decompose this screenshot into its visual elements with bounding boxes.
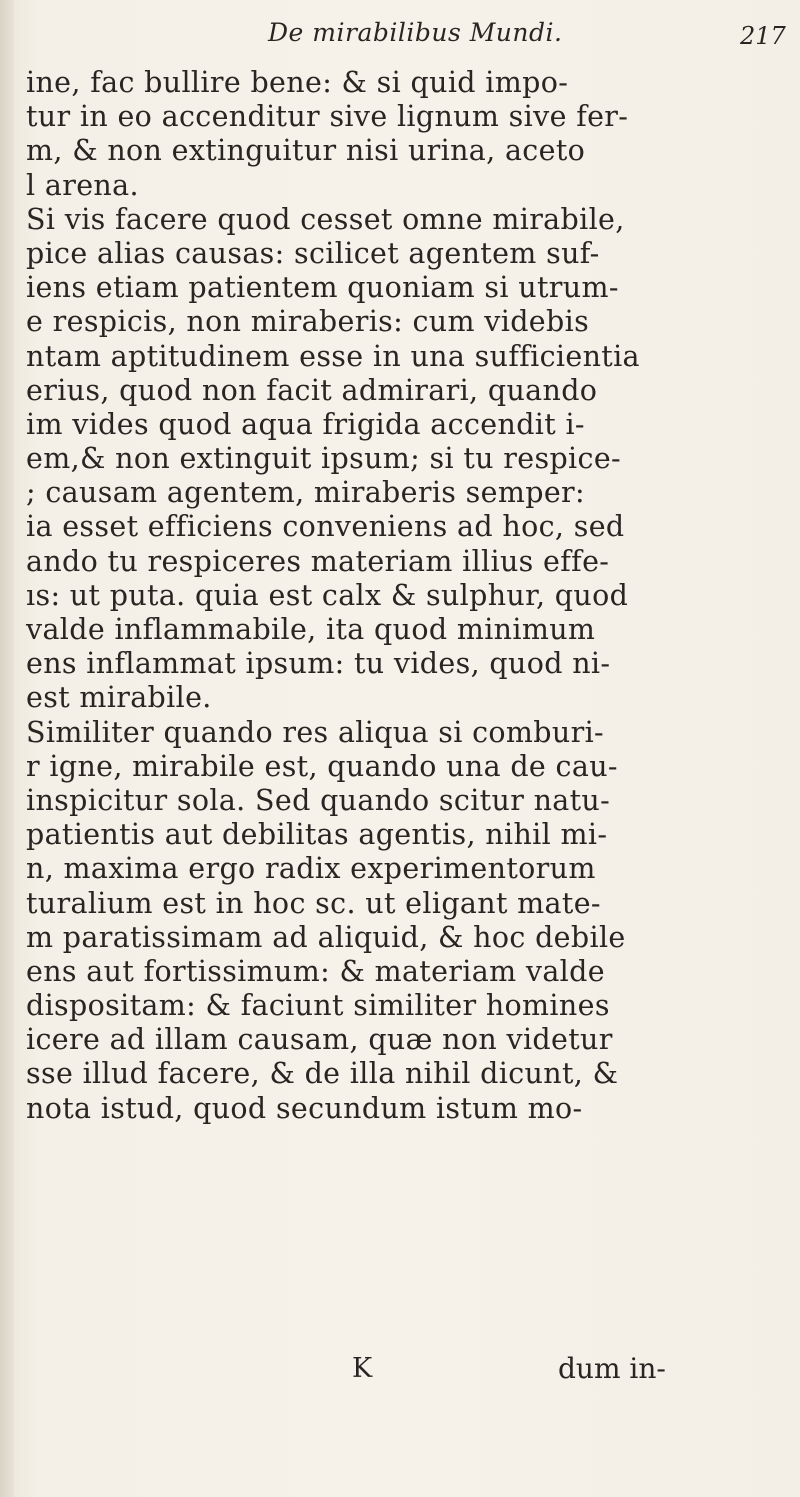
text-line: n, maxima ergo radix experimentorum: [26, 852, 596, 886]
text-line: l arena.: [26, 168, 139, 202]
text-line: pice alias causas: scilicet agentem suf-: [26, 236, 600, 270]
text-line: ia esset efficiens conveniens ad hoc, sed: [26, 510, 625, 544]
text-line: iens etiam patientem quoniam si utrum-: [26, 271, 619, 305]
text-line: valde inflammabile, ita quod minimum: [26, 613, 596, 646]
running-title: De mirabilibus Mundi.: [268, 18, 563, 47]
page-footer: [0, 1352, 800, 1386]
page-number: 217: [740, 22, 786, 50]
text-line: e respicis, non miraberis: cum videbis: [26, 305, 590, 339]
text-line: ıs: ut puta. quia est calx & sulphur, quod: [26, 578, 629, 612]
text-line: ando tu respiceres materiam illius effe-: [26, 544, 610, 578]
catchword: dum in-: [558, 1352, 666, 1385]
text-line: patientis aut debilitas agentis, nihil mi-: [26, 818, 608, 852]
text-line: ens aut fortissimum: & materiam valde: [26, 954, 605, 988]
text-line: nota istud, quod secundum istum mo-: [26, 1091, 583, 1125]
text-line: Similiter quando res aliqua si comburi-: [26, 715, 605, 749]
text-line: ; causam agentem, miraberis semper:: [26, 476, 585, 510]
text-line: r igne, mirabile est, quando una de cau-: [26, 749, 618, 783]
body-text: [26, 66, 786, 1126]
page-header: [0, 18, 800, 62]
text-line: sse illud facere, & de illa nihil dicunt, &: [26, 1057, 619, 1091]
text-line: turalium est in hoc sc. ut eligant mate-: [26, 886, 601, 920]
text-line: tur in eo accenditur sive lignum sive fer-: [26, 100, 629, 134]
text-line: est mirabile.: [26, 681, 212, 715]
text-line: ntam aptitudinem esse in una sufficientia: [26, 339, 640, 373]
signature-mark: K: [352, 1353, 373, 1384]
text-line: em,& non extinguit ipsum; si tu respice-: [26, 442, 622, 476]
text-line: erius, quod non facit admirari, quando: [26, 373, 598, 407]
text-line: ine, fac bullire bene: & si quid impo-: [26, 66, 569, 99]
text-line: dispositam: & faciunt similiter homines: [26, 989, 610, 1023]
text-line: m, & non extinguitur nisi urina, aceto: [26, 134, 586, 168]
text-line: m paratissimam ad aliquid, & hoc debile: [26, 920, 626, 954]
text-line: icere ad illam causam, quæ non videtur: [26, 1023, 613, 1057]
text-line: inspicitur sola. Sed quando scitur natu-: [26, 783, 611, 817]
text-line: im vides quod aqua frigida accendit i-: [26, 407, 585, 441]
text-line: ens inflammat ipsum: tu vides, quod ni-: [26, 647, 611, 681]
page-gutter: [0, 0, 14, 1497]
text-line: Si vis facere quod cesset omne mirabile,: [26, 202, 625, 236]
